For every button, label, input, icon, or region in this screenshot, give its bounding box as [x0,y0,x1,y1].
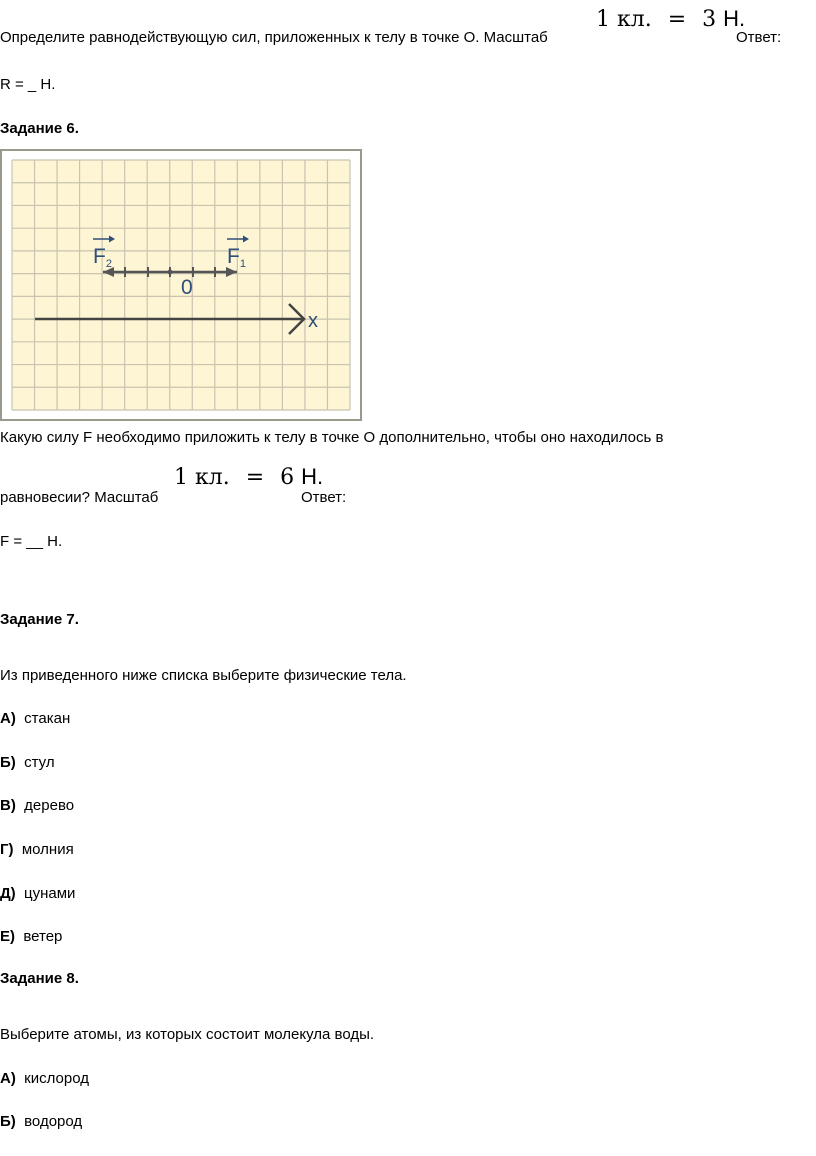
option-text: дерево [24,797,75,814]
task7-option[interactable] [0,841,74,859]
option-text: стул [24,754,55,771]
scale-unit: Н. [723,6,746,31]
force-diagram [0,149,362,421]
option-text: цунами [24,885,76,902]
option-letter: Б) [0,1113,16,1130]
task7-option[interactable] [0,885,75,903]
option-letter: В) [0,797,16,814]
option-text: водород [24,1113,83,1130]
f2-label: F2 [93,245,112,270]
option-letter: Б) [0,754,16,771]
task6-question-line1: Какую силу F необходимо приложить к телу в точке О дополнительно, чтобы оно находилось в [0,429,664,446]
option-letter: А) [0,1070,16,1087]
option-text: молния [21,841,74,858]
scale-number: 3 [702,7,717,32]
option-letter: Д) [0,885,16,902]
task6-scale [174,465,323,490]
option-letter: А) [0,710,16,727]
scale-number: 6 [280,465,295,490]
task6-answer-label: Ответ: [301,489,347,506]
f2-subscript: 2 [105,258,112,270]
option-text: ветер [23,928,63,945]
point-o [168,270,173,275]
task8-option[interactable] [0,1113,82,1131]
task7-option[interactable] [0,754,55,772]
x-axis-label: x [308,310,318,332]
task7-option[interactable] [0,710,70,728]
option-letter: Г) [0,841,14,858]
task7-heading: Задание 7. [0,611,79,628]
task7-option[interactable] [0,797,74,815]
task8-option[interactable] [0,1070,89,1088]
task8-prompt: Выберите атомы, из которых состоит молекула воды. [0,1026,375,1043]
task5-answer-label: Ответ: [736,29,782,46]
task6-heading: Задание 6. [0,120,79,137]
scale-equals: = [245,465,265,490]
task6-question-line2: равновесии? Масштаб [0,489,159,506]
option-text: стакан [24,710,71,727]
origin-label: 0 [181,276,193,299]
f1-subscript: 1 [239,258,246,270]
task6-answer-line: F = __ Н. [0,533,63,550]
task5-answer-line: R = _ Н. [0,76,56,93]
option-letter: Е) [0,928,15,945]
task7-option[interactable] [0,928,62,946]
scale-cells: 1 кл. [174,465,230,490]
f1-label: F1 [227,245,246,270]
scale-equals: = [667,7,687,32]
scale-unit: Н. [301,464,324,489]
task8-heading: Задание 8. [0,970,79,987]
option-text: кислород [24,1070,89,1087]
task5-prompt: Определите равнодействующую сил, приложенных к телу в точке О. Масштаб [0,29,548,46]
task5-scale [596,7,745,32]
scale-cells: 1 кл. [596,7,652,32]
task7-prompt: Из приведенного ниже списка выберите физические тела. [0,667,407,684]
